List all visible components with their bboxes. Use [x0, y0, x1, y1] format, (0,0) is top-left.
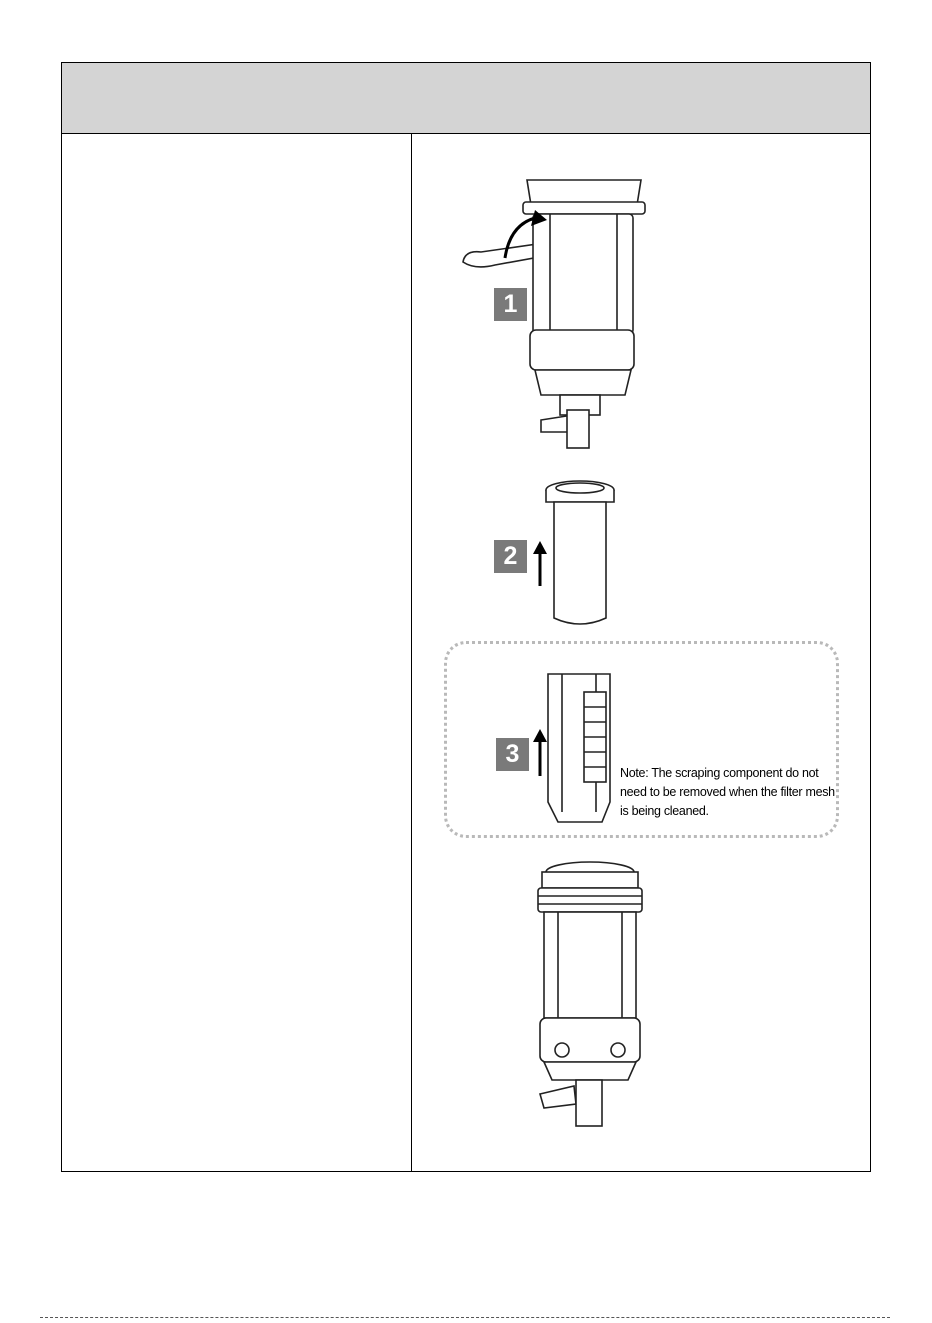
step-1-badge	[494, 288, 527, 321]
description-cell	[62, 134, 411, 1171]
filter-cartridge-illustration	[540, 474, 620, 634]
step-1-number: 1	[503, 290, 518, 318]
note-text: Note: The scraping component do not need to be removed when the filter mesh is being cleaned.	[620, 766, 835, 818]
page-footer-rule	[40, 1317, 890, 1318]
up-arrow-icon	[532, 540, 548, 586]
filter-bowl-illustration	[530, 858, 650, 1128]
up-arrow-icon	[532, 728, 548, 776]
step-2-number: 2	[503, 542, 518, 570]
step-2-badge	[494, 540, 527, 573]
step-3-number: 3	[505, 740, 520, 768]
step-3-badge	[496, 738, 529, 771]
table-header	[62, 63, 870, 134]
filter-housing-illustration	[455, 170, 655, 460]
scraping-component-illustration	[540, 662, 620, 832]
